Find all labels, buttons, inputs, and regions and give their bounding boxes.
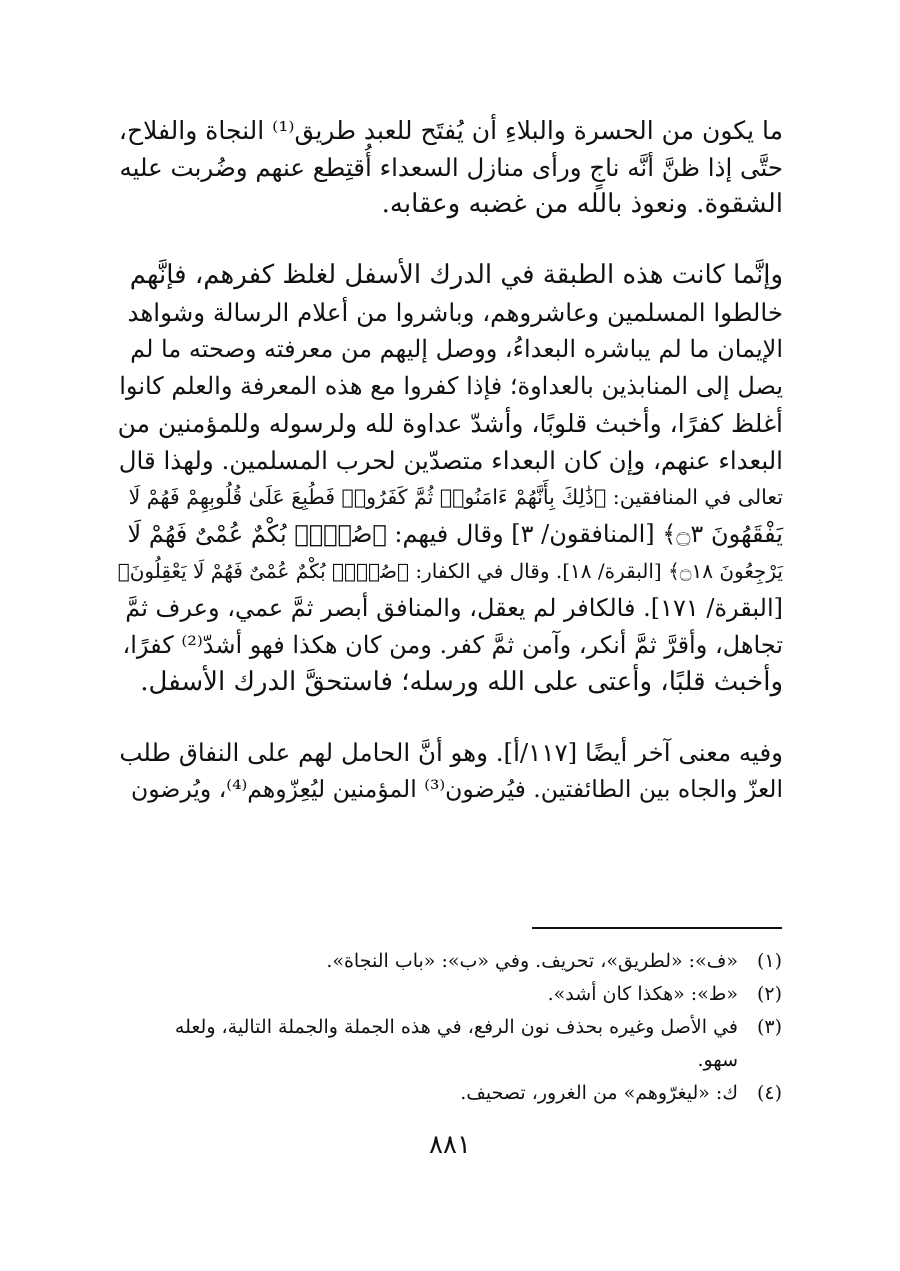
text-line: أغلظ كفرًا، وأخبث قلوبًا، وأشدّ عداوة لله ولرسوله وللمؤمنين من [117, 409, 783, 438]
footnote-divider [532, 927, 782, 929]
text-line: وفيه معنى آخر أيضًا [١١٧/أ]. وهو أنَّ الحامل لهم على النفاق طلب [119, 738, 783, 767]
footnote-number: (٣) [756, 1016, 782, 1038]
text-line: يصل إلى المنابذين بالعداوة؛ فإذا كفروا مع هذه المعرفة والعلم كانوا [119, 372, 783, 400]
footnote-text [117, 1011, 738, 1077]
text-line: تجاهل، وأقرَّ ثمَّ أنكر، وآمن ثمَّ كفر. ومن كان هكذا فهو أشدّ⁽²⁾ كفرًا، [122, 631, 783, 659]
footnote-line: ك: «ليغرّوهم» من الغرور، تصحيف. [460, 1082, 738, 1104]
footnote-number: (١) [756, 950, 782, 972]
footnote [117, 978, 782, 1011]
footnote [117, 945, 782, 978]
footnote [117, 1011, 782, 1077]
text-line: الشقوة. ونعوذ بالله من غضبه وعقابه. [381, 189, 783, 219]
footnote-line: «ط»: «هكذا كان أشد». [547, 983, 738, 1005]
paragraph [118, 734, 783, 808]
paragraph [118, 112, 783, 223]
text-line: وإنَّما كانت هذه الطبقة في الدرك الأسفل لغلظ كفرهم، فإنَّهم [129, 260, 783, 290]
footnote-text [117, 1077, 738, 1110]
text-line: الإيمان ما لم يباشره البعداءُ، ووصل إليهم من معرفته وصحته ما لم [130, 335, 783, 363]
text-line: العزّ والجاه بين الطائفتين. فيُرضون⁽³⁾ المؤمنين ليُعِزّوهم⁽⁴⁾، ويُرضون [131, 775, 783, 803]
footnote-text [117, 978, 738, 1011]
footnote [117, 1077, 782, 1110]
quran-line: يَرْجِعُونَ ۝١٨﴾ [البقرة/ ١٨]. وقال في الكفار: ﴿صُمٌّۢ بُكْمٌ عُمْىٌ فَهُمْ لَا يَعْقِلُونَ﴾ [117, 559, 783, 583]
footnote-line: «ف»: «لطريق»، تحريف. وفي «ب»: «باب النجاة». [326, 950, 738, 972]
quran-line: يَفْقَهُونَ ۝٣﴾ [المنافقون/ ٣] وقال فيهم: ﴿صُمٌّۢ بُكْمٌ عُمْىٌ فَهُمْ لَا [127, 520, 783, 548]
footnotes [117, 945, 782, 1110]
paragraph [118, 257, 783, 701]
footnote-line: سهو. [697, 1049, 738, 1071]
footnote-line: في الأصل وغيره بحذف نون الرفع، في هذه الجملة والجملة التالية، ولعله [174, 1016, 738, 1038]
footnote-text [117, 945, 738, 978]
text-line: ما يكون من الحسرة والبلاءِ أن يُفتَح للعبد طريق⁽¹⁾ النجاة والفلاح، [118, 116, 783, 145]
text-line: حتَّى إذا ظنَّ أنَّه ناجٍ ورأى منازل السعداء أُقتِطع عنهم وضُربت عليه [119, 153, 783, 182]
text-line: خالطوا المسلمين وعاشروهم، وباشروا من أعلام الرسالة وشواهد [127, 298, 783, 327]
footnote-number: (٢) [756, 983, 782, 1005]
quran-line: تعالى في المنافقين: ﴿ذَٰلِكَ بِأَنَّهُمْ ءَامَنُوا۟ ثُمَّ كَفَرُوا۟ فَطُبِعَ عَلَىٰ قُلُوبِهِمْ فَهُمْ لَا [128, 485, 783, 509]
text-line: [البقرة/ ١٧١]. فالكافر لم يعقل، والمنافق أبصر ثمَّ عمي، وعرف ثمَّ [125, 594, 783, 622]
page-number: ٨٨١ [429, 1130, 471, 1160]
main-text [118, 112, 783, 808]
text-line: وأخبث قلبًا، وأعتى على الله ورسله؛ فاستحقَّ الدرك الأسفل. [140, 667, 783, 697]
footnote-number: (٤) [756, 1082, 782, 1104]
text-line: البعداء عنهم، وإن كان البعداء متصدّين لحرب المسلمين. ولهذا قال [118, 446, 783, 475]
